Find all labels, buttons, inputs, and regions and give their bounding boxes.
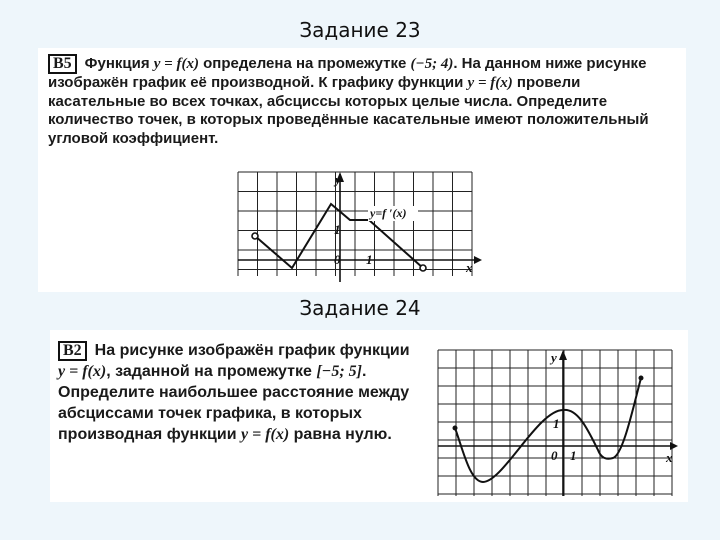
open-endpoint	[420, 265, 426, 271]
task24-heading: Задание 24	[299, 296, 421, 320]
task23-text	[48, 54, 678, 148]
formula: y = f(x)	[58, 363, 107, 380]
text-part: равна нулю.	[289, 426, 392, 443]
y-unit-label: 1	[334, 222, 341, 237]
text-part: . Определите наибольшее расстояние между абсциссами точек графика, в которых производная функции	[58, 363, 410, 443]
text-part: На рисунке изображён график функции	[94, 342, 410, 359]
formula: y = f(x)	[241, 426, 290, 443]
interval: [−5; 5]	[316, 363, 363, 380]
task23-derivative-graph	[238, 172, 518, 282]
y-unit-label: 1	[553, 416, 560, 431]
y-arrow-icon	[559, 350, 567, 360]
y-label: y	[335, 172, 341, 187]
interval: (−5; 4)	[410, 56, 454, 72]
formula: y = f(x)	[467, 75, 513, 91]
x-unit-label: 1	[570, 448, 577, 463]
x-label: x	[466, 260, 473, 275]
text-part: провели касательные во всех точках, абсциссы которых целые числа. Определите количество точек, в которых проведённые касательные имеют положительный угловой коэффициент.	[48, 74, 649, 147]
task23-badge: B5	[48, 54, 77, 74]
x-label: x	[666, 450, 673, 465]
origin-label: 0	[551, 448, 558, 463]
function-curve	[455, 378, 641, 482]
formula: y = f(x)	[153, 56, 199, 72]
origin-label: 0	[334, 252, 341, 267]
open-endpoint	[252, 233, 258, 239]
task24-function-graph	[438, 350, 682, 496]
x-arrow-icon	[474, 256, 482, 264]
endpoint	[639, 376, 644, 381]
task23-card	[38, 48, 686, 292]
text-part: определена на промежутке	[198, 55, 411, 72]
text-part: , заданной на промежутке	[106, 363, 317, 380]
text-part: Функция	[84, 55, 154, 72]
task23-heading: Задание 23	[299, 18, 421, 42]
function-label: y=f ′(x)	[370, 206, 407, 220]
x-arrow-icon	[670, 442, 678, 450]
task24-badge: B2	[58, 341, 87, 361]
task24-text	[58, 340, 430, 445]
y-label: y	[551, 350, 557, 365]
task24-card	[50, 330, 688, 502]
x-unit-label: 1	[366, 252, 373, 267]
text-part: . На данном ниже рисунке изображён график её производной. К графику функции	[48, 55, 647, 91]
endpoint	[453, 426, 458, 431]
